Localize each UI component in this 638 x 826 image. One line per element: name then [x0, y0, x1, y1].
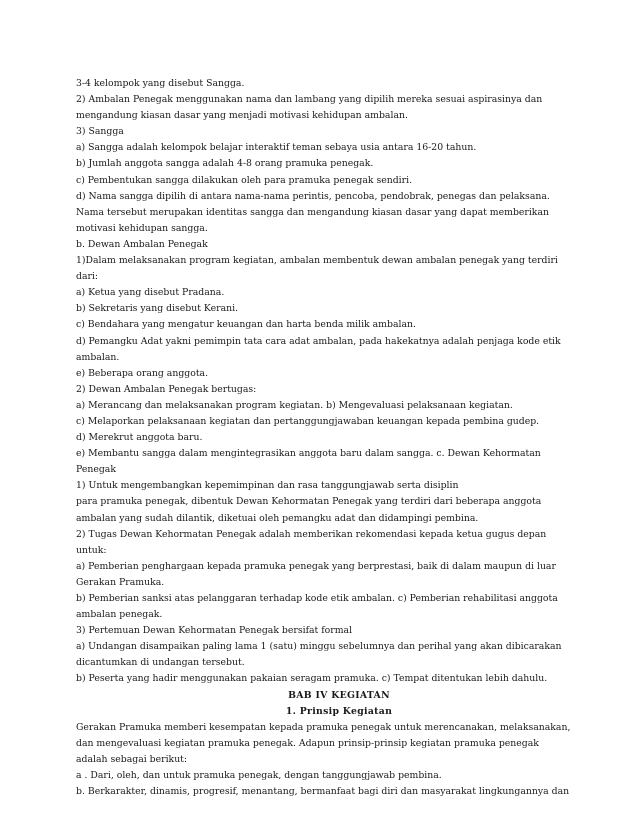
text-line: 2) Ambalan Penegak menggunakan nama dan lambang yang dipilih mereka sesuai aspirasinya dan [76, 94, 543, 106]
text-line: 1) Untuk mengembangkan kepemimpinan dan rasa tanggungjawab serta disiplin [76, 480, 459, 492]
text-line: a) Pemberian penghargaan kepada pramuka penegak yang berprestasi, baik di dalam maupun di luar [76, 560, 556, 572]
text-line: a) Merancang dan melaksanakan program kegiatan. b) Mengevaluasi pelaksanaan kegiatan. [76, 399, 513, 411]
text-line: 3) Sangga [76, 126, 124, 138]
text-line: d) Nama sangga dipilih di antara nama-nama perintis, pencoba, pendobrak, penegas dan pelaksana. [76, 190, 550, 202]
body-text-after-heading [76, 720, 571, 800]
text-line: 2) Dewan Ambalan Penegak bertugas: [76, 383, 257, 395]
text-line: Penegak [76, 464, 116, 476]
text-line: 3-4 kelompok yang disebut Sangga. [76, 78, 245, 89]
text-line: b) Pemberian sanksi atas pelanggaran terhadap kode etik ambalan. c) Pemberian rehabilitasi anggota [76, 593, 558, 604]
text-line: a) Ketua yang disebut Pradana. [76, 287, 225, 299]
text-line: c) Bendahara yang mengatur keuangan dan harta benda milik ambalan. [76, 319, 416, 331]
body-text [76, 76, 566, 688]
text-line: dan mengevaluasi kegiatan pramuka penegak. Adapun prinsip-prinsip kegiatan pramuka penegak [76, 737, 539, 749]
text-line: dari: [76, 271, 99, 283]
text-line: adalah sebagai berikut: [76, 753, 188, 765]
text-line: dicantumkan di undangan tersebut. [76, 657, 245, 669]
text-line: para pramuka penegak, dibentuk Dewan Kehormatan Penegak yang terdiri dari beberapa anggota [76, 496, 542, 508]
text-line: b. Berkarakter, dinamis, progresif, menantang, bermanfaat bagi diri dan masyarakat lingkungannya dan [76, 786, 570, 798]
text-line: a) Sangga adalah kelompok belajar interaktif teman sebaya usia antara 16-20 tahun. [76, 142, 477, 154]
text-line: 1)Dalam melaksanakan program kegiatan, ambalan membentuk dewan ambalan penegak yang terdiri [76, 255, 558, 267]
text-line: c) Melaporkan pelaksanaan kegiatan dan pertanggungjawaban keuangan kepada pembina gudep. [76, 415, 540, 427]
text-line: ambalan penegak. [76, 609, 163, 621]
chapter-heading: BAB IV KEGIATAN [288, 689, 390, 701]
text-line: d) Merekrut anggota baru. [76, 432, 203, 444]
text-line: Gerakan Pramuka memberi kesempatan kepada pramuka penegak untuk merencanakan, melaksanakan, [76, 721, 571, 733]
text-line: e) Beberapa orang anggota. [76, 367, 209, 379]
text-line: c) Pembentukan sangga dilakukan oleh para pramuka penegak sendiri. [76, 174, 413, 186]
text-line: untuk: [76, 544, 107, 556]
text-line: b) Peserta yang hadir menggunakan pakaian seragam pramuka. c) Tempat ditentukan lebih dahulu. [76, 673, 548, 685]
section-headings [76, 688, 566, 720]
text-line: motivasi kehidupan sangga. [76, 222, 208, 234]
text-line: e) Membantu sangga dalam mengintegrasikan anggota baru dalam sangga. c. Dewan Kehormatan [76, 448, 541, 460]
text-line: 3) Pertemuan Dewan Kehormatan Penegak bersifat formal [76, 625, 353, 637]
text-line: ambalan. [76, 351, 120, 363]
text-line: a) Undangan disampaikan paling lama 1 (satu) minggu sebelumnya dan perihal yang akan dibicarakan [76, 641, 562, 653]
text-line: ambalan yang sudah dilantik, diketuai oleh pemangku adat dan didampingi pembina. [76, 512, 479, 524]
chapter-heading: 1. Prinsip Kegiatan [285, 705, 393, 717]
text-line: mengandung kiasan dasar yang menjadi motivasi kehidupan ambalan. [76, 110, 408, 122]
text-line: b. Dewan Ambalan Penegak [76, 238, 208, 250]
text-line: a . Dari, oleh, dan untuk pramuka penegak, dengan tanggungjawab pembina. [76, 770, 442, 782]
text-line: Nama tersebut merupakan identitas sangga dan mengandung kiasan dasar yang dapat memberikan [76, 206, 549, 218]
text-line: b) Jumlah anggota sangga adalah 4-8 orang pramuka penegak. [76, 158, 374, 170]
text-line: d) Pemangku Adat yakni pemimpin tata cara adat ambalan, pada hakekatnya adalah penjaga kode etik [76, 335, 561, 347]
text-line: Gerakan Pramuka. [76, 576, 165, 588]
document-page [76, 76, 571, 800]
text-line: 2) Tugas Dewan Kehormatan Penegak adalah memberikan rekomendasi kepada ketua gugus depan [76, 528, 547, 540]
text-line: b) Sekretaris yang disebut Kerani. [76, 303, 239, 315]
